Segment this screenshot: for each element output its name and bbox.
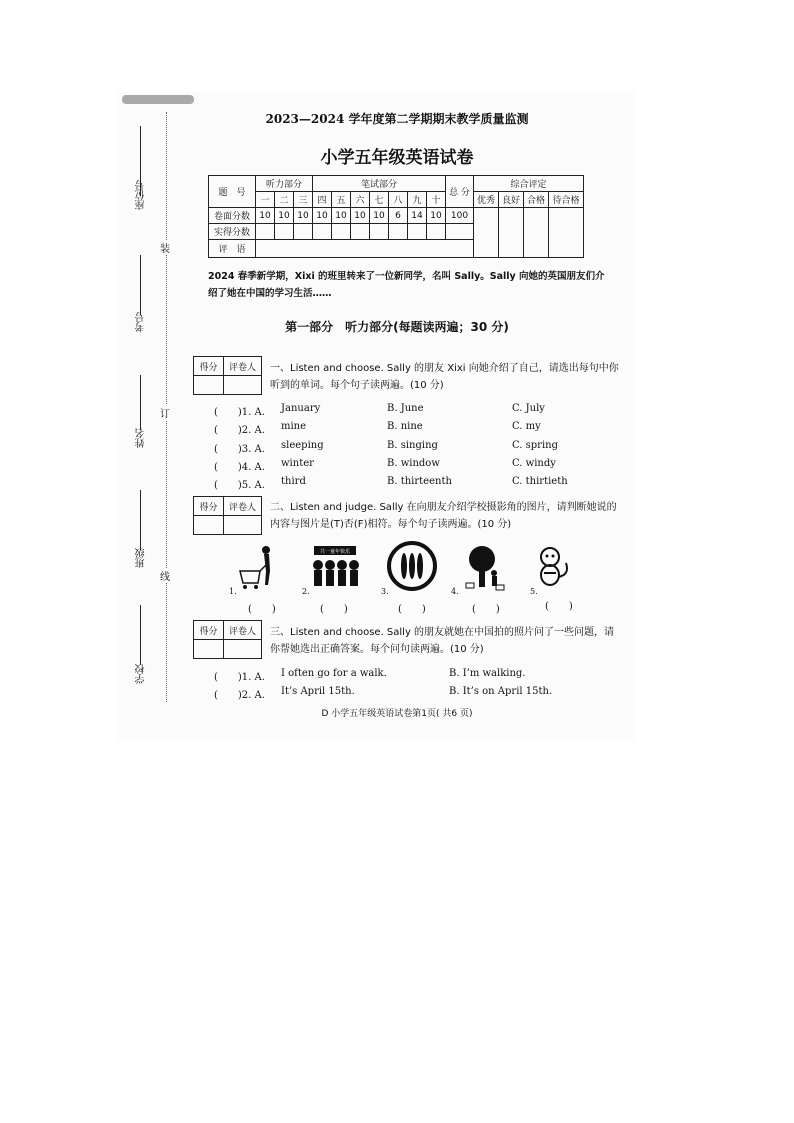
score-label: 得分 (194, 497, 224, 516)
seat-label: 座位号 (136, 180, 147, 210)
pic-answer-3[interactable]: ( ) (398, 604, 426, 615)
q1-item-5-b: B. thirteenth (387, 476, 452, 487)
q1-item-1-b: B. June (387, 403, 424, 414)
q2-heading: 二、Listen and judge. Sally 在向朋友介绍学校摄影角的图片，请判断她说的内容与图片是(T)否(F)相符。每个句子读两遍。(10 分) (270, 502, 617, 530)
q3-heading: 三、Listen and choose. Sally 的朋友就她在中国拍的照片问了一些问题，请你帮她选出正确答案。每个问句读两遍。(10 分) (270, 627, 615, 655)
full-2: 10 (275, 208, 294, 224)
num-4: 四 (313, 192, 332, 208)
grade-cell-1[interactable] (474, 208, 499, 258)
pic-num-4: 4. (451, 587, 459, 596)
banner-text: 共一童年快乐 (319, 549, 351, 555)
num-7: 七 (370, 192, 389, 208)
num-2: 二 (275, 192, 294, 208)
num-8: 八 (389, 192, 408, 208)
score-label: 得分 (194, 621, 224, 640)
num-10: 十 (427, 192, 446, 208)
full-10: 10 (427, 208, 446, 224)
part1-heading: 第一部分 听力部分(每题读两遍；30 分) (285, 320, 509, 334)
score-box-q1 (193, 356, 262, 395)
shopping-cart-picture (238, 545, 278, 593)
class-line (140, 490, 141, 550)
name-line (140, 375, 141, 430)
q1-item-4-b: B. window (387, 458, 440, 469)
score-label: 得分 (194, 357, 224, 376)
score-box-q2 (193, 496, 262, 535)
exam-no-line (140, 255, 141, 315)
singing-children-picture (308, 545, 362, 593)
q1-heading: 一、Listen and choose. Sally 的朋友 Xixi 向她介绍了自己，请选出每句中你听到的单词。每个句子读两遍。(10 分) (270, 363, 619, 391)
q1-item-1-c: C. July (512, 403, 545, 414)
grade-pass: 合格 (524, 192, 549, 208)
grade-cell-4[interactable] (549, 208, 584, 258)
col-title: 题 号 (209, 176, 256, 208)
q3-item-2-num: ( )2. A. (214, 690, 265, 701)
grade-good: 良好 (499, 192, 524, 208)
full-5: 10 (332, 208, 351, 224)
school-label: 学校 (136, 664, 147, 684)
got-5[interactable] (332, 224, 351, 240)
grade-excellent: 优秀 (474, 192, 499, 208)
reviewer-cell[interactable] (224, 640, 262, 659)
full-9: 14 (408, 208, 427, 224)
got-4[interactable] (313, 224, 332, 240)
score-box-q3 (193, 620, 262, 659)
reviewer-label: 评卷人 (224, 621, 262, 640)
q1-item-3-num: ( )3. A. (214, 444, 265, 455)
q3-item-2-b: B. It’s on April 15th. (449, 686, 553, 697)
score-cell[interactable] (194, 376, 224, 395)
got-6[interactable] (351, 224, 370, 240)
got-2[interactable] (275, 224, 294, 240)
exam-subtitle: 小学五年级英语试卷 (320, 148, 474, 168)
got-8[interactable] (389, 224, 408, 240)
binding-char-xian: 线 (160, 568, 170, 583)
grade-cell-3[interactable] (524, 208, 549, 258)
pic-num-1: 1. (229, 587, 237, 596)
writing-header: 笔试部分 (313, 176, 446, 192)
got-9[interactable] (408, 224, 427, 240)
num-6: 六 (351, 192, 370, 208)
full-4: 10 (313, 208, 332, 224)
reviewer-label: 评卷人 (224, 497, 262, 516)
num-9: 九 (408, 192, 427, 208)
pic-num-5: 5. (530, 587, 538, 596)
q1-item-4-c: C. windy (512, 458, 556, 469)
reviewer-cell[interactable] (224, 376, 262, 395)
full-1: 10 (256, 208, 275, 224)
comment-label: 评 语 (209, 240, 256, 258)
binding-char-zhuang: 装 (160, 240, 170, 255)
num-1: 一 (256, 192, 275, 208)
score-cell[interactable] (194, 640, 224, 659)
q3-item-1-b: B. I’m walking. (449, 668, 526, 679)
full-total: 100 (446, 208, 474, 224)
q1-item-2-b: B. nine (387, 421, 423, 432)
school-line (140, 605, 141, 665)
pic-num-2: 2. (302, 587, 310, 596)
q1-item-3-c: C. spring (512, 440, 559, 451)
pic-answer-5[interactable]: ( ) (545, 601, 573, 612)
got-1[interactable] (256, 224, 275, 240)
comment-cell[interactable] (256, 240, 474, 258)
score-table (208, 175, 584, 258)
full-score-label: 卷面分数 (209, 208, 256, 224)
q1-item-4-num: ( )4. A. (214, 462, 265, 473)
q1-item-3-b: B. singing (387, 440, 438, 451)
q1-item-2-c: C. my (512, 421, 541, 432)
q1-item-5-a: third (281, 476, 306, 487)
reviewer-cell[interactable] (224, 516, 262, 535)
page-tab (122, 95, 194, 104)
num-3: 三 (294, 192, 313, 208)
page-footer: D 小学五年级英语试卷第1页( 共6 页) (321, 709, 473, 719)
overall-header: 综合评定 (474, 176, 584, 192)
score-cell[interactable] (194, 516, 224, 535)
exam-title: 2023—2024 学年度第二学期期末教学质量监测 (265, 112, 529, 126)
got-total[interactable] (446, 224, 474, 240)
class-label: 班级 (136, 548, 147, 568)
q1-item-2-num: ( )2. A. (214, 425, 265, 436)
got-7[interactable] (370, 224, 389, 240)
q3-item-1-num: ( )1. A. (214, 672, 265, 683)
pic-answer-4[interactable]: ( ) (472, 604, 500, 615)
pic-answer-2[interactable]: ( ) (320, 604, 348, 615)
q3-item-1-a: I often go for a walk. (281, 668, 387, 679)
total-header: 总 分 (446, 176, 474, 208)
full-6: 10 (351, 208, 370, 224)
intro-text: 2024 春季新学期，Xixi 的班里转来了一位新同学，名叫 Sally。Sally 向她的英国朋友们介绍了她在中国的学习生活…… (208, 271, 605, 299)
monkey-picture (534, 545, 574, 589)
q1-item-5-c: C. thirtieth (512, 476, 568, 487)
pic-answer-1[interactable]: ( ) (248, 604, 276, 615)
people-in-circle-picture (386, 540, 438, 592)
full-3: 10 (294, 208, 313, 224)
q1-item-4-a: winter (281, 458, 314, 469)
num-5: 五 (332, 192, 351, 208)
full-7: 10 (370, 208, 389, 224)
grade-fail: 待合格 (549, 192, 584, 208)
q3-item-2-a: It’s April 15th. (281, 686, 355, 697)
pic-num-3: 3. (381, 587, 389, 596)
listening-header: 听力部分 (256, 176, 313, 192)
q1-item-2-a: mine (281, 421, 307, 432)
full-8: 6 (389, 208, 408, 224)
binding-char-ding: 订 (160, 405, 170, 420)
got-score-label: 实得分数 (209, 224, 256, 240)
q1-item-1-a: January (281, 403, 321, 414)
q1-item-3-a: sleeping (281, 440, 324, 451)
q1-item-1-num: ( )1. A. (214, 407, 265, 418)
got-10[interactable] (427, 224, 446, 240)
grade-cell-2[interactable] (499, 208, 524, 258)
got-3[interactable] (294, 224, 313, 240)
reviewer-label: 评卷人 (224, 357, 262, 376)
tree-picking-picture (460, 545, 508, 593)
exam-no-label: 考号 (136, 312, 147, 332)
name-label: 姓名 (136, 428, 147, 448)
q1-item-5-num: ( )5. A. (214, 480, 265, 491)
